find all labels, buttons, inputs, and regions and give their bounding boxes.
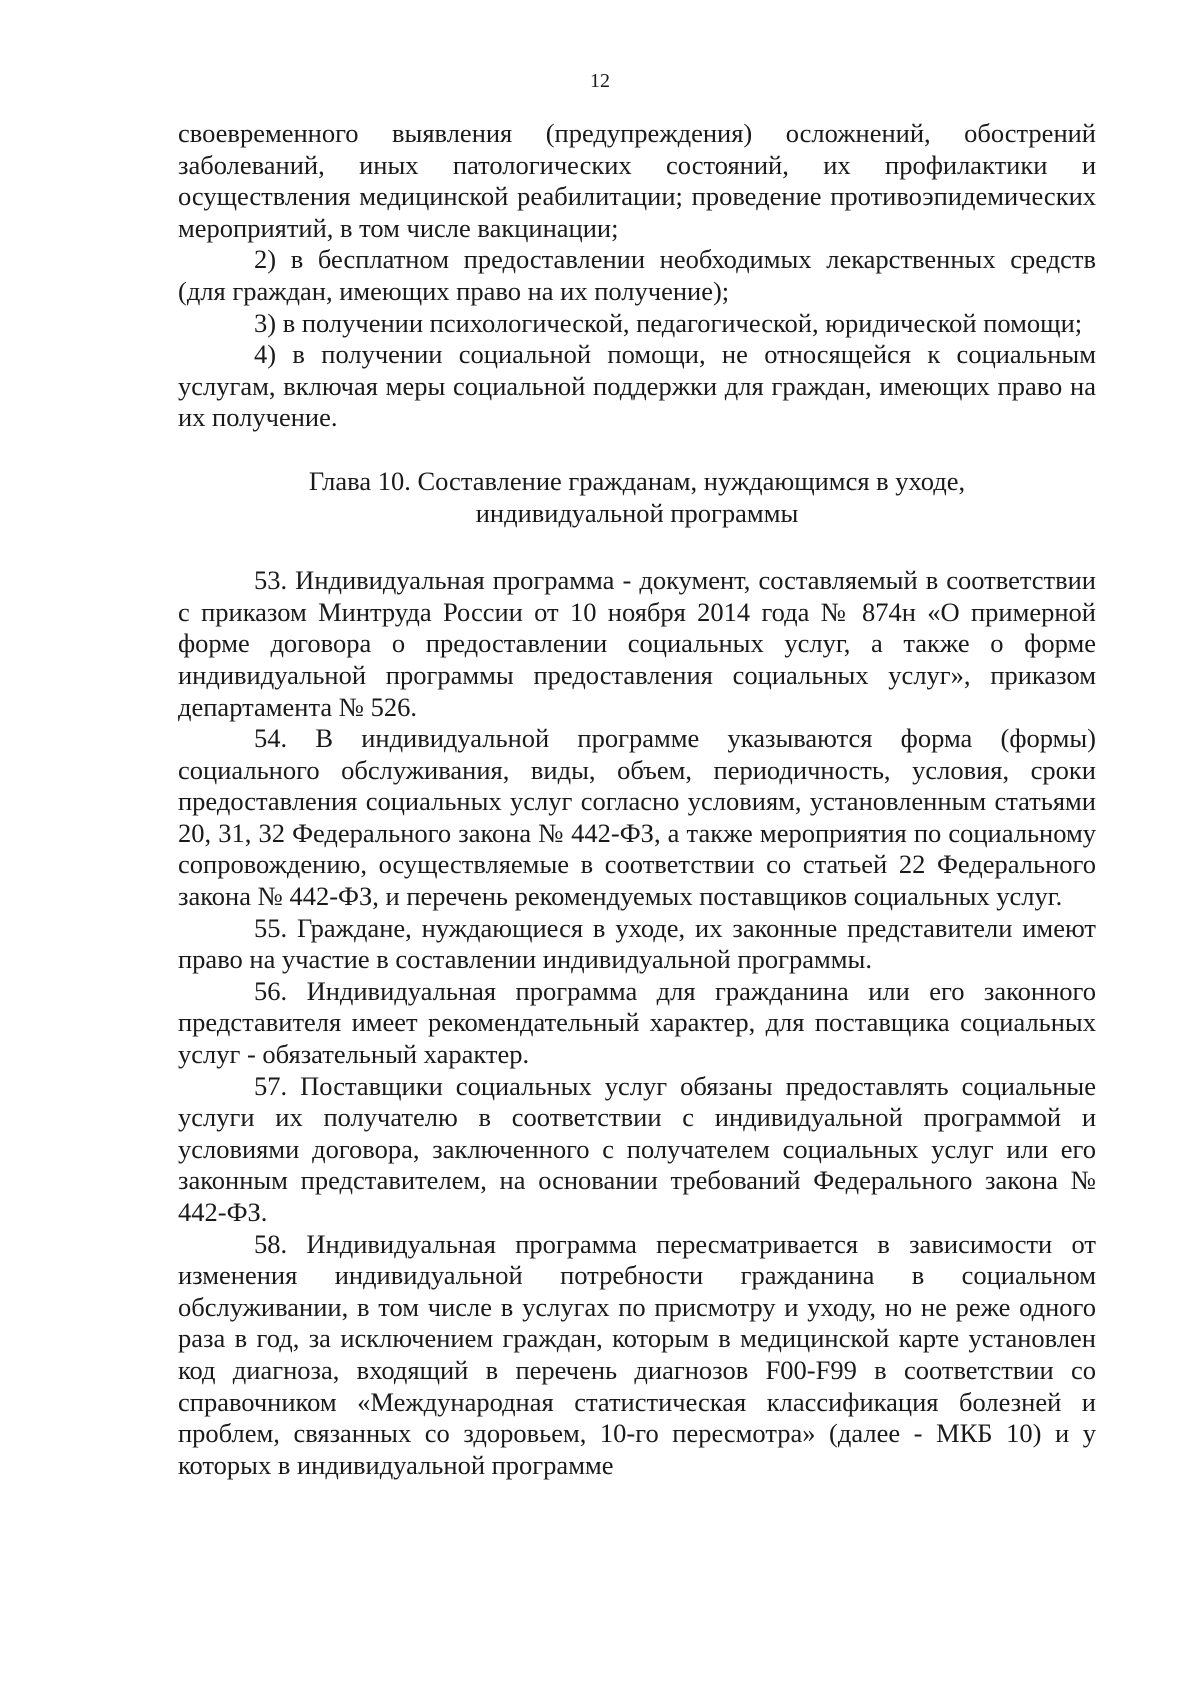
chapter-heading-line-2: индивидуальной программы (475, 497, 799, 528)
list-item-2: 2) в бесплатном предоставлении необходимых лекарственных средств (для граждан, имеющих право на их получение); (178, 244, 1096, 306)
document-body (178, 118, 1096, 1481)
list-item-4: 4) в получении социальной помощи, не относящейся к социальным услугам, включая меры социальной поддержки для граждан, имеющих право на их получение. (178, 339, 1096, 433)
chapter-heading (178, 466, 1096, 529)
clause-54: 54. В индивидуальной программе указываются форма (формы) социального обслуживания, виды, объем, периодичность, условия, сроки предоставления социальных услуг согласно условиям, установленным статьями 20, 31, 32 Федерального закона № 442-ФЗ, а также мероприятия по социальному сопровождению, осуществляемые в соответствии со статьей 22 Федерального закона № 442-ФЗ, и перечень рекомендуемых поставщиков социальных услуг. (178, 723, 1096, 912)
list-item-3: 3) в получении психологической, педагогической, юридической помощи; (254, 307, 1083, 338)
clause-57: 57. Поставщики социальных услуг обязаны предоставлять социальные услуги их получателю в соответствии с индивидуальной программой и условиями договора, заключенного с получателем социальных услуг или его законным представителем, на основании требований Федерального закона № 442-ФЗ. (178, 1070, 1096, 1227)
clause-58: 58. Индивидуальная программа пересматривается в зависимости от изменения индивидуальной потребности гражданина в социальном обслуживании, в том числе в услугах по присмотру и уходу, но не реже одного раза в год, за исключением граждан, которым в медицинской карте установлен код диагноза, входящий в перечень диагнозов F00-F99 в соответствии со справочником «Международная статистическая классификация болезней и проблем, связанных со здоровьем, 10-го пересмотра» (далее - МКБ 10) и у которых в индивидуальной программе (178, 1228, 1096, 1480)
paragraph-continuation: своевременного выявления (предупреждения) осложнений, обострений заболеваний, иных патологических состояний, их профилактики и осуществления медицинской реабилитации; проведение противоэпидемических мероприятий, в том числе вакцинации; (178, 118, 1096, 243)
clause-56: 56. Индивидуальная программа для гражданина или его законного представителя имеет рекомендательный характер, для поставщика социальных услуг - обязательный характер. (178, 975, 1096, 1070)
clause-55: 55. Граждане, нуждающиеся в уходе, их законные представители имеют право на участие в составлении индивидуальной программы. (178, 912, 1096, 975)
clause-53: 53. Индивидуальная программа - документ, составляемый в соответствии с приказом Минтруда России от 10 ноября 2014 года № 874н «О примерной форме договора о предоставлении социальных услуг, а также о форме индивидуальной программы предоставления социальных услуг», приказом департамента № 526. (178, 565, 1096, 722)
chapter-heading-line-1: Глава 10. Составление гражданам, нуждающимся в уходе, (308, 465, 966, 496)
page-number: 12 (590, 70, 610, 92)
